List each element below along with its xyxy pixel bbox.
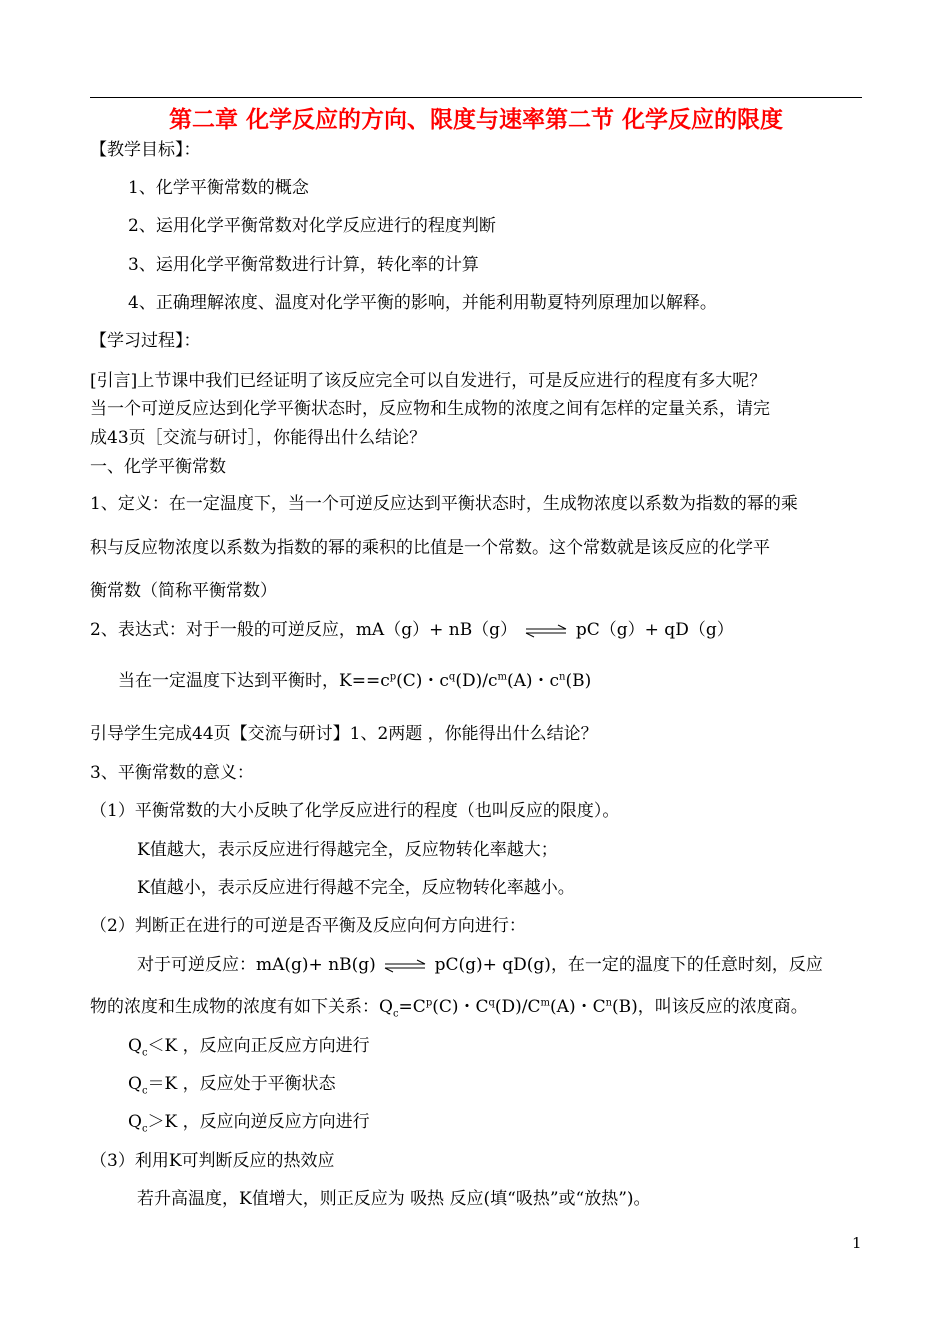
expression-tail: pC（g）+ qD（g） <box>575 620 734 640</box>
expression-line <box>90 619 734 641</box>
section-heading: 一、化学平衡常数 <box>90 457 226 477</box>
intro-line: 成43页［交流与研讨］，你能得出什么结论？ <box>90 428 427 448</box>
k-formula-part: (A)・c <box>506 671 560 691</box>
equilibrium-arrow-icon <box>524 624 568 638</box>
process-heading: 【学习过程】： <box>90 331 201 351</box>
page-number: 1 <box>852 1234 862 1252</box>
qc-symbol: Q <box>128 1074 142 1094</box>
subscript-c: c <box>141 1123 148 1135</box>
exponent-p: p <box>389 671 397 683</box>
goal-item: 2、运用化学平衡常数对化学反应进行的程度判断 <box>128 216 496 236</box>
k-formula-part: (C)・c <box>396 671 449 691</box>
intro-line: [引言]上节课中我们已经证明了该反应完全可以自发进行，可是反应进行的程度有多大呢？ <box>90 371 767 391</box>
goal-item: 3、运用化学平衡常数进行计算，转化率的计算 <box>128 255 479 275</box>
k-formula-part: (D)/c <box>455 671 498 691</box>
exponent-q: q <box>448 671 456 683</box>
qc-case-text: ＝K ，反应处于平衡状态 <box>147 1074 336 1094</box>
exponent-n: n <box>605 997 613 1009</box>
goals-heading: 【教学目标】： <box>90 140 201 160</box>
equilibrium-arrow-icon <box>383 959 427 973</box>
reaction-tail: pC(g)+ qD(g)，在一定的温度下的任意时刻，反应 <box>434 955 823 975</box>
exponent-q: q <box>488 997 495 1009</box>
exponent-m: m <box>540 997 551 1009</box>
subscript-c: c <box>392 1008 399 1020</box>
qc-symbol: Q <box>128 1036 142 1056</box>
qc-case <box>128 1035 370 1057</box>
expression-lead: 2、表达式：对于一般的可逆反应，mA（g）+ nB（g） <box>90 620 518 640</box>
meaning-heading: 3、平衡常数的意义： <box>90 763 254 783</box>
exponent-n: n <box>559 671 566 683</box>
qc-part: (D)/C <box>494 997 541 1017</box>
meaning-item: （3）利用K可判断反应的热效应 <box>90 1151 335 1171</box>
qc-tail: (B)，叫该反应的浓度商。 <box>612 997 808 1017</box>
qc-case <box>128 1073 336 1095</box>
header-rule <box>90 97 862 98</box>
definition-line: 积与反应物浓度以系数为指数的幂的乘积的比值是一个常数。这个常数就是该反应的化学平 <box>90 538 770 558</box>
guide-line: 引导学生完成44页【交流与研讨】1、2两题 ，你能得出什么结论？ <box>90 724 598 744</box>
k-formula-lead: 当在一定温度下达到平衡时，K==c <box>118 671 390 691</box>
qc-lead: 物的浓度和生成物的浓度有如下关系：Q <box>90 997 393 1017</box>
subscript-c: c <box>141 1085 148 1097</box>
qc-part: =C <box>398 997 426 1017</box>
reaction-line <box>137 954 823 976</box>
page-title: 第二章 化学反应的方向、限度与速率第二节 化学反应的限度 <box>168 107 783 133</box>
qc-part: (A)・C <box>550 997 606 1017</box>
k-small-line: K值越小，表示反应进行得越不完全，反应物转化率越小。 <box>137 878 575 898</box>
qc-case <box>128 1111 370 1133</box>
meaning-item: （2）判断正在进行的可逆是否平衡及反应向何方向进行： <box>90 916 526 936</box>
k-formula <box>118 670 591 692</box>
goal-item: 1、化学平衡常数的概念 <box>128 178 309 198</box>
intro-line: 当一个可逆反应达到化学平衡状态时，反应物和生成物的浓度之间有怎样的定量关系，请完 <box>90 399 770 419</box>
k-large-line: K值越大，表示反应进行得越完全，反应物转化率越大； <box>137 840 558 860</box>
qc-symbol: Q <box>128 1112 142 1132</box>
exponent-m: m <box>497 671 507 683</box>
goal-item: 4、正确理解浓度、温度对化学平衡的影响，并能利用勒夏特列原理加以解释。 <box>128 293 717 313</box>
heat-line: 若升高温度，K值增大，则正反应为 吸热 反应(填“吸热”或“放热”)。 <box>137 1189 651 1209</box>
qc-case-text: ＜K ，反应向正反应方向进行 <box>147 1036 370 1056</box>
subscript-c: c <box>141 1047 148 1059</box>
meaning-item: （1）平衡常数的大小反映了化学反应进行的程度（也叫反应的限度）。 <box>90 801 620 821</box>
exponent-p: p <box>425 997 433 1009</box>
definition-line: 1、定义：在一定温度下，当一个可逆反应达到平衡状态时，生成物浓度以系数为指数的幂的乘 <box>90 494 798 514</box>
reaction-lead: 对于可逆反应：mA(g)+ nB(g) <box>137 955 376 975</box>
definition-line: 衡常数（简称平衡常数） <box>90 581 277 601</box>
k-formula-part: (B) <box>565 671 592 691</box>
qc-case-text: ＞K ，反应向逆反应方向进行 <box>147 1112 370 1132</box>
qc-formula <box>90 996 808 1018</box>
qc-part: (C)・C <box>432 997 489 1017</box>
